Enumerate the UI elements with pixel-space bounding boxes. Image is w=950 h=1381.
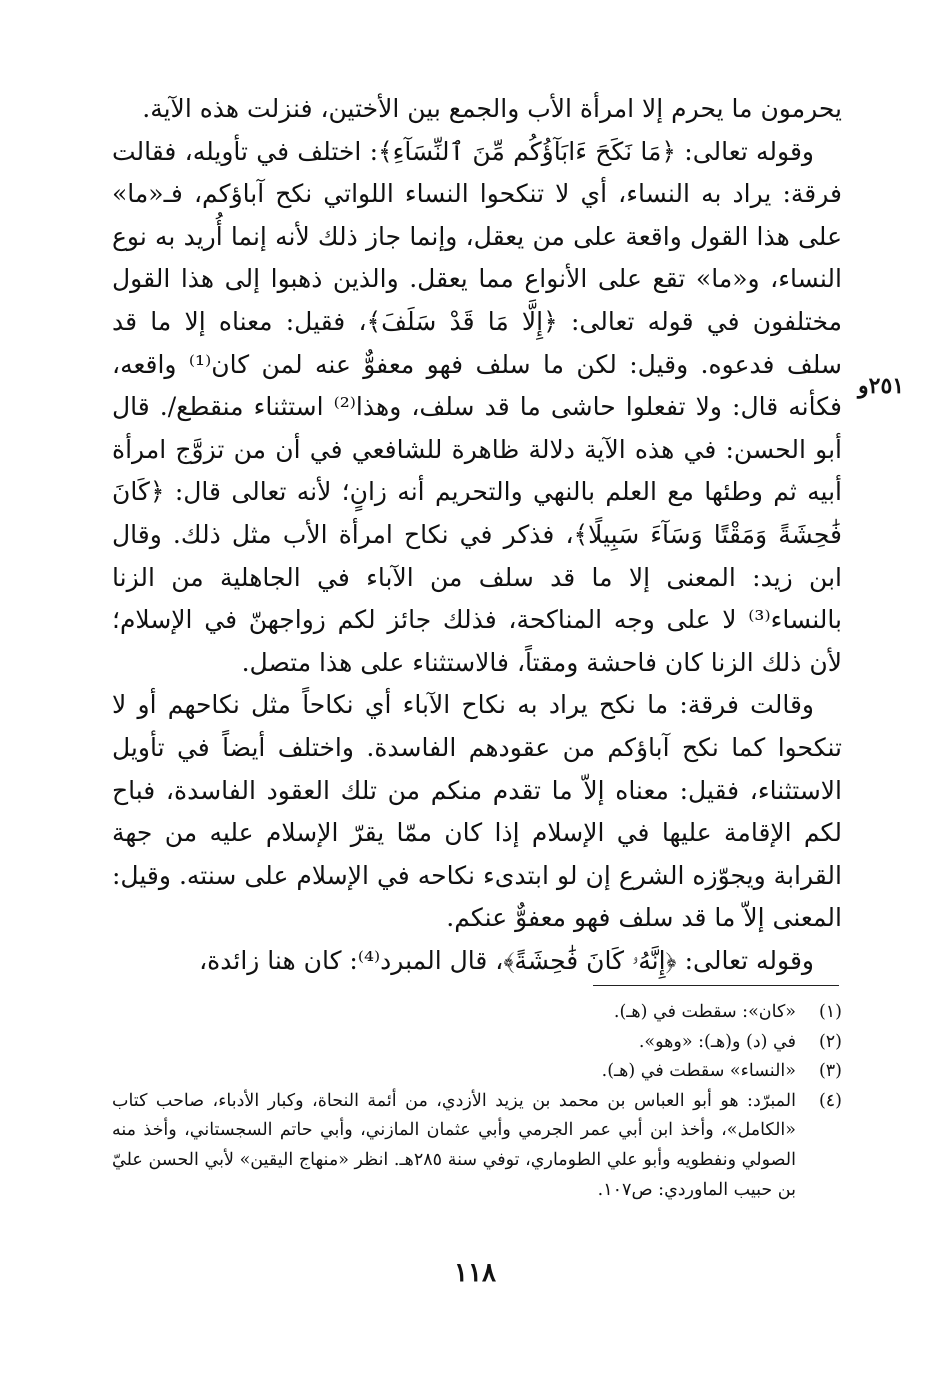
manuscript-folio-marker: ٢٥١و <box>858 373 905 399</box>
paragraph-2: وقوله تعالى: ﴿مَا نَكَحَ ءَابَآؤُكُم مِّنَ ٱلنِّسَآءِ﴾: اختلف في تأويله، فقالت فرقة: يراد به النساء، أي لا تنكحوا النساء اللواتي نكح آباؤكم، فـ«ما» على هذا القول واقعة على من يعقل، وإنما جاز ذلك لأنه إنما أُريد به نوع النساء، و«ما» تقع على الأنواع مما يعقل. والذين ذهبوا إلى هذا القول مختلفون في قوله تعالى: ﴿إِلَّا مَا قَدْ سَلَفَ﴾، فقيل: معناه إلا ما قد سلف فدعوه. وقيل: لكن ما سلف فهو معفوٌّ عنه لمن كان⁽¹⁾ واقعه، فكأنه قال: ولا تفعلوا حاشى ما قد سلف، وهذا⁽²⁾ استثناء منقطع/. قال أبو الحسن: في هذه الآية دلالة ظاهرة للشافعي في أن من تزوَّج امرأة أبيه ثم وطئها مع العلم بالنهي والتحريم أنه زانٍ؛ لأنه تعالى قال: ﴿كَانَ فَٰحِشَةً وَمَقْتًا وَسَآءَ سَبِيلًا﴾، فذكر في نكاح امرأة الأب مثل ذلك. وقال ابن زيد: المعنى إلا ما قد سلف من الآباء في الجاهلية من الزنا بالنساء⁽³⁾ لا على وجه المناكحة، فذلك جائز لكم زواجهنّ في الإسلام؛ لأن ذلك الزنا كان فاحشة ومقتاً، فالاستثناء على هذا متصل. <box>112 136 843 677</box>
footnote-item <box>112 1087 842 1205</box>
footnotes <box>112 998 842 1205</box>
footnote-text: المبرّد: هو أبو العباس بن محمد بن يزيد الأزدي، من أئمة النحاة، وكبار الأدباء، صاحب كتاب «الكامل»، وأخذ ابن أبي عمر الجرمي وأبي عثمان المازني، وأبي حاتم السجستاني، وأخذ منه الصولي ونفطويه وأبو علي الطوماري، توفي سنة ٢٨٥هـ. انظر «منهاج اليقين» لأبي الحسن عليّ بن حبيب الماوردي: ص١٠٧. <box>112 1090 796 1200</box>
paragraph-3: وقالت فرقة: ما نكح يراد به نكاح الآباء أي نكاحاً مثل نكاحهم أو لا تنكحوا كما نكح آباؤكم من عقودهم الفاسدة. واختلف أيضاً في تأويل الاستثناء، فقيل: معناه إلاّ ما تقدم منكم من تلك العقود الفاسدة، فباح لكم الإقامة عليها في الإسلام إذا كان ممّا يقرّ الإسلام عليه من جهة القرابة ويجوّزه الشرع إن لو ابتدىء نكاحه في الإسلام على سنته. وقيل: المعنى إلاّ ما قد سلف فهو معفوٌّ عنكم. <box>112 690 843 933</box>
paragraph-4: وقوله تعالى: ﴿إِنَّهُۥ كَانَ فَٰحِشَةً﴾، قال المبرد⁽⁴⁾: كان هنا زائدة، <box>199 945 814 975</box>
footnote-item <box>112 998 842 1028</box>
page-number: ١١٨ <box>454 1258 496 1288</box>
footnote-text: «النساء» سقطت في (هـ). <box>601 1061 796 1082</box>
footnote-item <box>112 1028 842 1058</box>
footnote-divider <box>593 985 839 986</box>
paragraph-1: يحرمون ما يحرم إلا امرأة الأب والجمع بين الأختين، فنزلت هذه الآية. <box>142 94 842 123</box>
main-text <box>112 88 842 982</box>
footnote-number: (٣) <box>818 1061 842 1082</box>
footnote-number: (٤) <box>818 1090 842 1111</box>
footnote-number: (٢) <box>818 1031 842 1052</box>
footnote-number: (١) <box>818 1002 842 1022</box>
footnote-text: في (د) و(هـ): «وهو». <box>638 1031 796 1052</box>
footnote-text: «كان»: سقطت في (هـ). <box>613 1002 796 1022</box>
footnote-item <box>112 1057 842 1087</box>
